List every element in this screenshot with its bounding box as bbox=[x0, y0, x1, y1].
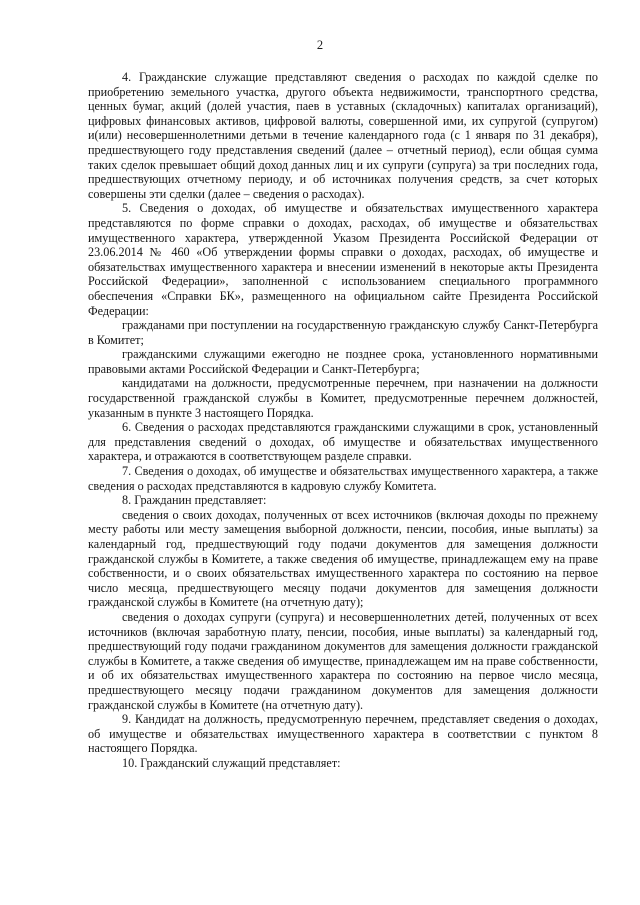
paragraph-sub-candidates: кандидатами на должности, предусмотренные перечнем, при назначении на должности государственной гражданской службы в Комитет, предусмотренные перечнем должностей, указанным в пункте 3 настоящего Порядка. bbox=[88, 376, 598, 420]
paragraph-item-5: 5. Сведения о доходах, об имуществе и обязательствах имущественного характера представляются по форме справки о доходах, расходах, об имуществе и обязательствах имущественного характера, утвержденной Указом Президента Российской Федерации от 23.06.2014 № 460 «Об утверждении формы справки о доходах, расходах, об имуществе и обязательствах имущественного характера и внесении изменений в некоторые акты Президента Российской Федерации», заполненной с использованием специального программного обеспечения «Справки БК», размещенного на официальном сайте Президента Российской Федерации: bbox=[88, 201, 598, 318]
page-number: 2 bbox=[316, 38, 324, 52]
paragraph-sub-citizens: гражданами при поступлении на государственную гражданскую службу Санкт-Петербурга в Комитет; bbox=[88, 318, 598, 347]
paragraph-item-10: 10. Гражданский служащий представляет: bbox=[122, 755, 341, 770]
paragraph-sub-own-income: сведения о своих доходах, полученных от всех источников (включая доходы по прежнему месту работы или месту замещения выборной должности, пенсии, пособия, иные выплаты) за календарный год, предшествующий году подачи документов для замещения должности гражданской службы в Комитете, а также сведения об имуществе, принадлежащем ему на праве собственности, и о своих обязательствах имущественного характера по состоянию на первое число месяца, предшествующего месяцу подачи документов для замещения должности гражданской службы в Комитете (на отчетную дату); bbox=[88, 507, 598, 610]
paragraph-item-7: 7. Сведения о доходах, об имуществе и обязательствах имущественного характера, а также сведения о расходах представляются в кадровую службу Комитета. bbox=[88, 464, 598, 493]
paragraph-item-9: 9. Кандидат на должность, предусмотренную перечнем, представляет сведения о доходах, об имуществе и обязательствах имущественного характера в соответствии с пунктом 8 настоящего Порядка. bbox=[88, 712, 598, 756]
paragraph-item-6: 6. Сведения о расходах представляются гражданскими служащими в срок, установленный для представления сведений о доходах, об имуществе и обязательствах имущественного характера, и отражаются в соответствующем разделе справки. bbox=[88, 420, 598, 464]
paragraph-sub-family-income: сведения о доходах супруги (супруга) и несовершеннолетних детей, полученных от всех источников (включая заработную плату, пенсии, пособия, иные выплаты) за календарный год, предшествующий году подачи гражданином документов для замещения должности гражданской службы в Комитете, а также сведения об имуществе, принадлежащем им на праве собственности, и об их обязательствах имущественного характера по состоянию на первое число месяца, предшествующего месяцу подачи гражданином документов для замещения должности гражданской службы в Комитете (на отчетную дату). bbox=[88, 609, 598, 712]
paragraph-item-8: 8. Гражданин представляет: bbox=[122, 493, 267, 508]
paragraph-sub-civil-servants: гражданскими служащими ежегодно не позднее срока, установленного нормативными правовыми актами Российской Федерации и Санкт-Петербурга; bbox=[88, 347, 598, 376]
document-body bbox=[88, 70, 598, 771]
paragraph-item-4: 4. Гражданские служащие представляют сведения о расходах по каждой сделке по приобретению земельного участка, другого объекта недвижимости, транспортного средства, ценных бумаг, акций (долей участия, паев в уставных (складочных) капиталах организаций), цифровых финансовых активов, цифровой валюты, совершенной ими, их супругой (супругом) и(или) несовершеннолетними детьми в течение календарного года (с 1 января по 31 декабря), предшествующего году представления сведений (далее – отчетный период), если общая сумма таких сделок превышает общий доход данных лиц и их супруги (супруга) за три последних года, предшествующих отчетному периоду, и об источниках получения средств, за счет которых совершены эти сделки (далее – сведения о расходах). bbox=[88, 70, 598, 201]
